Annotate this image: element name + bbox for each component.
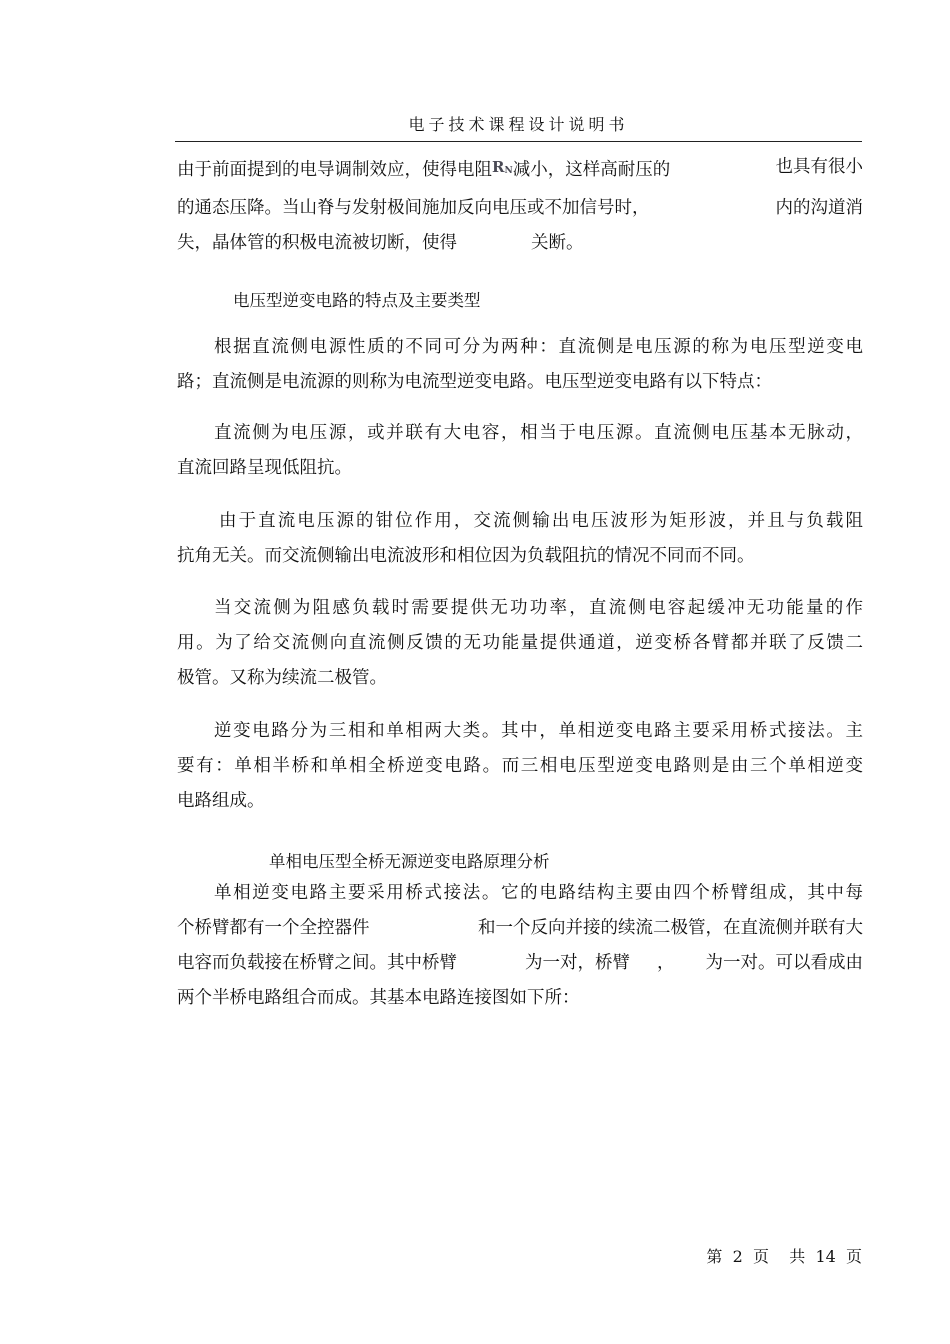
text-run: 为一对。可以看成由	[705, 953, 863, 973]
section-heading-voltage-inverter-features: 电压型逆变电路的特点及主要类型	[233, 291, 481, 310]
page-number-footer: 第 2 页 共 14 页	[706, 1247, 862, 1266]
header-divider	[175, 141, 862, 142]
paragraph-dc-voltage-source	[177, 424, 863, 477]
paragraph-line: 抗角无关。而交流侧输出电流波形和相位因为负载阻抗的情况不同而不同。	[177, 546, 755, 566]
text-run: ，	[657, 953, 675, 973]
text-run: 的通态压降。当山脊与发射极间施加反向电压或不加信号时，	[177, 198, 650, 218]
paragraph-line: 直流侧为电压源，或并联有大电容，相当于电压源。直流侧电压基本无脉动，	[214, 423, 863, 443]
paragraph-inverter-classification	[177, 722, 863, 810]
page-header-title: 电子技术课程设计说明书	[408, 115, 629, 134]
paragraph-line: 用。为了给交流侧向直流侧反馈的无功能量提供通道，逆变桥各臂都并联了反馈二	[177, 633, 863, 653]
section-heading-full-bridge-analysis: 单相电压型全桥无源逆变电路原理分析	[269, 852, 550, 871]
paragraph-line: 根据直流侧电源性质的不同可分为两种：直流侧是电压源的称为电压型逆变电	[214, 337, 863, 357]
text-run: 内的沟道消	[775, 198, 863, 218]
paragraph-line	[177, 234, 863, 252]
paragraph-reactive-power	[177, 599, 863, 687]
paragraph-line	[177, 199, 863, 217]
rn-resistance-symbol: $R_N$	[492, 158, 513, 176]
paragraph-line: 电路组成。	[177, 791, 265, 811]
paragraph-line: 单相逆变电路主要采用桥式接法。它的电路结构主要由四个桥臂组成，其中每	[214, 883, 863, 903]
text-run: 也具有很小	[775, 157, 863, 177]
paragraph-line: 路；直流侧是电流源的则称为电流型逆变电路。电压型逆变电路有以下特点：	[177, 372, 772, 392]
paragraph-line: 当交流侧为阻感负载时需要提供无功功率，直流侧电容起缓冲无功能量的作	[214, 598, 863, 618]
paragraph-line: 由于直流电压源的钳位作用，交流侧输出电压波形为矩形波，并且与负载阻	[219, 511, 863, 531]
text-run: 由于前面提到的电导调制效应，使得电阻	[177, 160, 492, 180]
text-run: 个桥臂都有一个全控器件	[177, 918, 370, 938]
text-run: 为一对，桥臂	[525, 953, 630, 973]
text-run: 关断。	[531, 233, 584, 253]
paragraph-conductivity-modulation	[177, 158, 863, 252]
paragraph-line: 两个半桥电路组合而成。其基本电路连接图如下所：	[177, 988, 580, 1008]
paragraph-line: 要有：单相半桥和单相全桥逆变电路。而三相电压型逆变电路则是由三个单相逆变	[177, 756, 863, 776]
text-run: 失，晶体管的积极电流被切断，使得	[177, 233, 457, 253]
paragraph-line	[177, 954, 863, 972]
paragraph-clamping-effect	[177, 512, 863, 565]
paragraph-inverter-types	[177, 338, 863, 391]
text-run: 和一个反向并接的续流二极管，在直流侧并联有大	[478, 918, 863, 938]
paragraph-full-bridge-structure	[177, 884, 863, 1007]
paragraph-line	[177, 157, 863, 180]
paragraph-line: 逆变电路分为三相和单相两大类。其中，单相逆变电路主要采用桥式接法。主	[214, 721, 863, 741]
paragraph-line: 极管。又称为续流二极管。	[177, 668, 387, 688]
text-run: 电容而负载接在桥臂之间。其中桥臂	[177, 953, 457, 973]
text-run: 减小，这样高耐压的	[512, 160, 671, 180]
paragraph-line	[177, 919, 863, 937]
paragraph-line: 直流回路呈现低阻抗。	[177, 458, 352, 478]
